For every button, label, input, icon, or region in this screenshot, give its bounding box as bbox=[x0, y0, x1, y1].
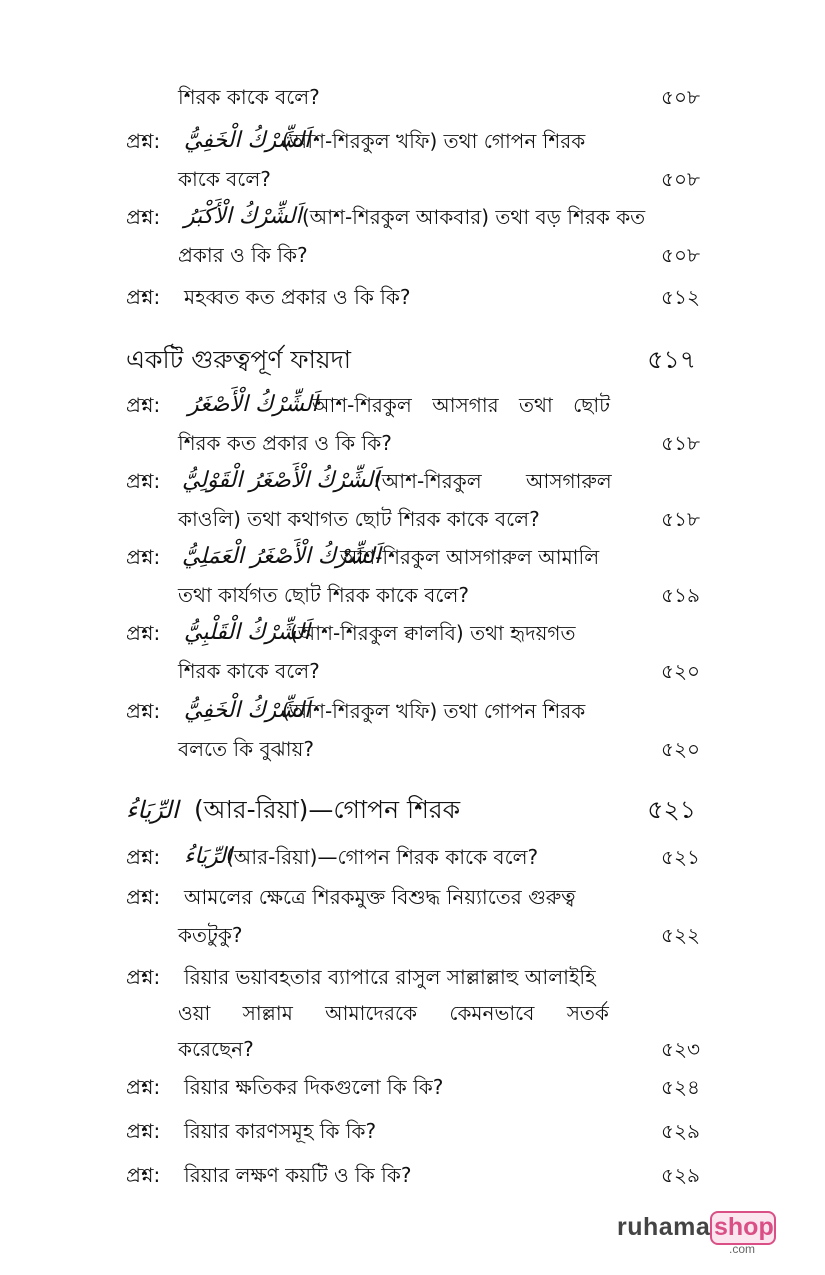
entry-page: ৫০৮ bbox=[661, 167, 700, 191]
entry-lead: প্রশ্ন: bbox=[126, 699, 161, 723]
entry-page: ৫২৯ bbox=[661, 1163, 700, 1187]
entry-text: আশ-শিরকুল আসগার তথা ছোট bbox=[312, 393, 611, 417]
entry-page: ৫২০ bbox=[661, 659, 700, 683]
logo-com-text: .com bbox=[729, 1242, 756, 1256]
entry-text: রিয়ার ভয়াবহতার ব্যাপারে রাসুল সাল্লাল্লাহু আলাইহি bbox=[184, 965, 596, 989]
entry-text: আমলের ক্ষেত্রে শিরকমুক্ত বিশুদ্ধ নিয়্যাতের গুরুত্ব bbox=[184, 885, 576, 909]
entry-page: ৫২১ bbox=[661, 845, 700, 869]
toc-entry bbox=[126, 692, 700, 772]
entry-lead: প্রশ্ন: bbox=[126, 885, 161, 909]
entry-text: আশ-শিরকুল আসগারুল আমালি bbox=[340, 545, 600, 569]
entry-text: (আশ-শিরকুল ক্বালবি) তথা হৃদয়গত bbox=[290, 621, 576, 645]
entry-page: ৫২৯ bbox=[661, 1119, 700, 1143]
entry-page: ৫১৮ bbox=[661, 507, 700, 531]
entry-text: শিরক কাকে বলে? bbox=[178, 85, 320, 109]
toc-entry bbox=[126, 278, 700, 318]
entry-text: (আশ-শিরকুল খফি) তথা গোপন শিরক bbox=[282, 129, 586, 153]
entry-page: ৫২৪ bbox=[661, 1075, 700, 1099]
entry-text: রিয়ার লক্ষণ কয়টি ও কি কি? bbox=[184, 1163, 412, 1187]
section-heading bbox=[126, 790, 696, 830]
entry-lead: প্রশ্ন: bbox=[126, 1075, 161, 1099]
ruhamashop-logo bbox=[617, 1209, 787, 1255]
toc-entry bbox=[126, 614, 700, 694]
entry-page: ৫১৮ bbox=[661, 431, 700, 455]
section-page: ৫২১ bbox=[647, 795, 696, 824]
toc-entry bbox=[126, 122, 700, 202]
entry-arabic: اَلشِّرْكُ الْأَصْغَرُ الْعَمَلِيُّ bbox=[182, 544, 381, 569]
logo-ruhama-text: ruhama bbox=[617, 1213, 711, 1241]
entry-lead: প্রশ্ন: bbox=[126, 469, 161, 493]
section-title: (আর-রিয়া)—গোপন শিরক bbox=[194, 795, 461, 824]
entry-lead: প্রশ্ন: bbox=[126, 129, 161, 153]
entry-page: ৫১২ bbox=[661, 285, 700, 309]
toc-entry bbox=[126, 1156, 700, 1196]
toc-entry bbox=[126, 838, 700, 878]
entry-text: বলতে কি বুঝায়? bbox=[178, 737, 314, 761]
entry-text: করেছেন? bbox=[178, 1037, 254, 1061]
entry-lead: প্রশ্ন: bbox=[126, 393, 161, 417]
entry-text: কতটুকু? bbox=[178, 923, 243, 947]
entry-arabic: اَلشِّرْكُ الْقَلْبِيُّ bbox=[184, 620, 310, 645]
entry-lead: প্রশ্ন: bbox=[126, 1163, 161, 1187]
entry-arabic: اَلشِّرْكُ الْأَكْبَرُ bbox=[184, 204, 302, 229]
entry-lead: প্রশ্ন: bbox=[126, 285, 161, 309]
entry-text: (আশ-শিরকুল আকবার) তথা বড় শিরক কত bbox=[302, 205, 646, 229]
entry-lead: প্রশ্ন: bbox=[126, 1119, 161, 1143]
entry-text: (আশ-শিরকুল আসগারুল bbox=[374, 469, 612, 493]
entry-text: কাকে বলে? bbox=[178, 167, 271, 191]
entry-text: শিরক কাকে বলে? bbox=[178, 659, 320, 683]
entry-text: রিয়ার ক্ষতিকর দিকগুলো কি কি? bbox=[184, 1075, 444, 1099]
entry-text: শিরক কত প্রকার ও কি কি? bbox=[178, 431, 392, 455]
entry-text: মহব্বত কত প্রকার ও কি কি? bbox=[184, 285, 411, 309]
entry-lead: প্রশ্ন: bbox=[126, 965, 161, 989]
logo-shop-text: shop bbox=[714, 1213, 774, 1241]
entry-page: ৫২২ bbox=[661, 923, 700, 947]
toc-entry bbox=[126, 878, 700, 958]
section-page: ৫১৭ bbox=[647, 345, 696, 374]
entry-arabic: اَلشِّرْكُ الْأَصْغَرُ الْقَوْلِيُّ bbox=[182, 468, 380, 493]
entry-text: তথা কার্যগত ছোট শিরক কাকে বলে? bbox=[178, 583, 469, 607]
entry-lead: প্রশ্ন: bbox=[126, 205, 161, 229]
section-heading bbox=[126, 340, 696, 380]
section-title: একটি গুরুত্বপূর্ণ ফায়দা bbox=[126, 345, 352, 374]
entry-text: রিয়ার কারণসমূহ কি কি? bbox=[184, 1119, 377, 1143]
entry-arabic: اَلشِّرْكُ الْخَفِيُّ bbox=[184, 128, 311, 153]
entry-text: প্রকার ও কি কি? bbox=[178, 243, 308, 267]
entry-text: (আর-রিয়া)—গোপন শিরক কাকে বলে? bbox=[226, 845, 539, 869]
entry-lead: প্রশ্ন: bbox=[126, 621, 161, 645]
entry-page: ৫২৩ bbox=[661, 1037, 700, 1061]
toc-entry bbox=[126, 386, 700, 466]
entry-arabic: اَلشِّرْكُ الْخَفِيُّ bbox=[184, 698, 311, 723]
toc-entry bbox=[126, 958, 700, 1074]
entry-text: কাওলি) তথা কথাগত ছোট শিরক কাকে বলে? bbox=[178, 507, 540, 531]
toc-entry bbox=[126, 1112, 700, 1152]
toc-entry bbox=[126, 78, 700, 118]
entry-page: ৫২০ bbox=[661, 737, 700, 761]
entry-arabic: الرِّيَاءُ bbox=[184, 844, 233, 869]
entry-text: ওয়া সাল্লাম আমাদেরকে কেমনভাবে সতর্ক bbox=[178, 1001, 609, 1025]
entry-page: ৫০৮ bbox=[661, 85, 700, 109]
toc-entry bbox=[126, 1068, 700, 1108]
toc-entry bbox=[126, 462, 700, 542]
entry-page: ৫০৮ bbox=[661, 243, 700, 267]
entry-lead: প্রশ্ন: bbox=[126, 845, 161, 869]
entry-text: (আশ-শিরকুল খফি) তথা গোপন শিরক bbox=[282, 699, 586, 723]
section-arabic: الرِّيَاءُ bbox=[126, 796, 179, 824]
entry-page: ৫১৯ bbox=[661, 583, 700, 607]
entry-arabic: اَلشِّرْكُ الْأَصْغَرُ bbox=[188, 392, 318, 417]
entry-lead: প্রশ্ন: bbox=[126, 545, 161, 569]
toc-entry bbox=[126, 198, 700, 278]
toc-entry bbox=[126, 538, 700, 618]
